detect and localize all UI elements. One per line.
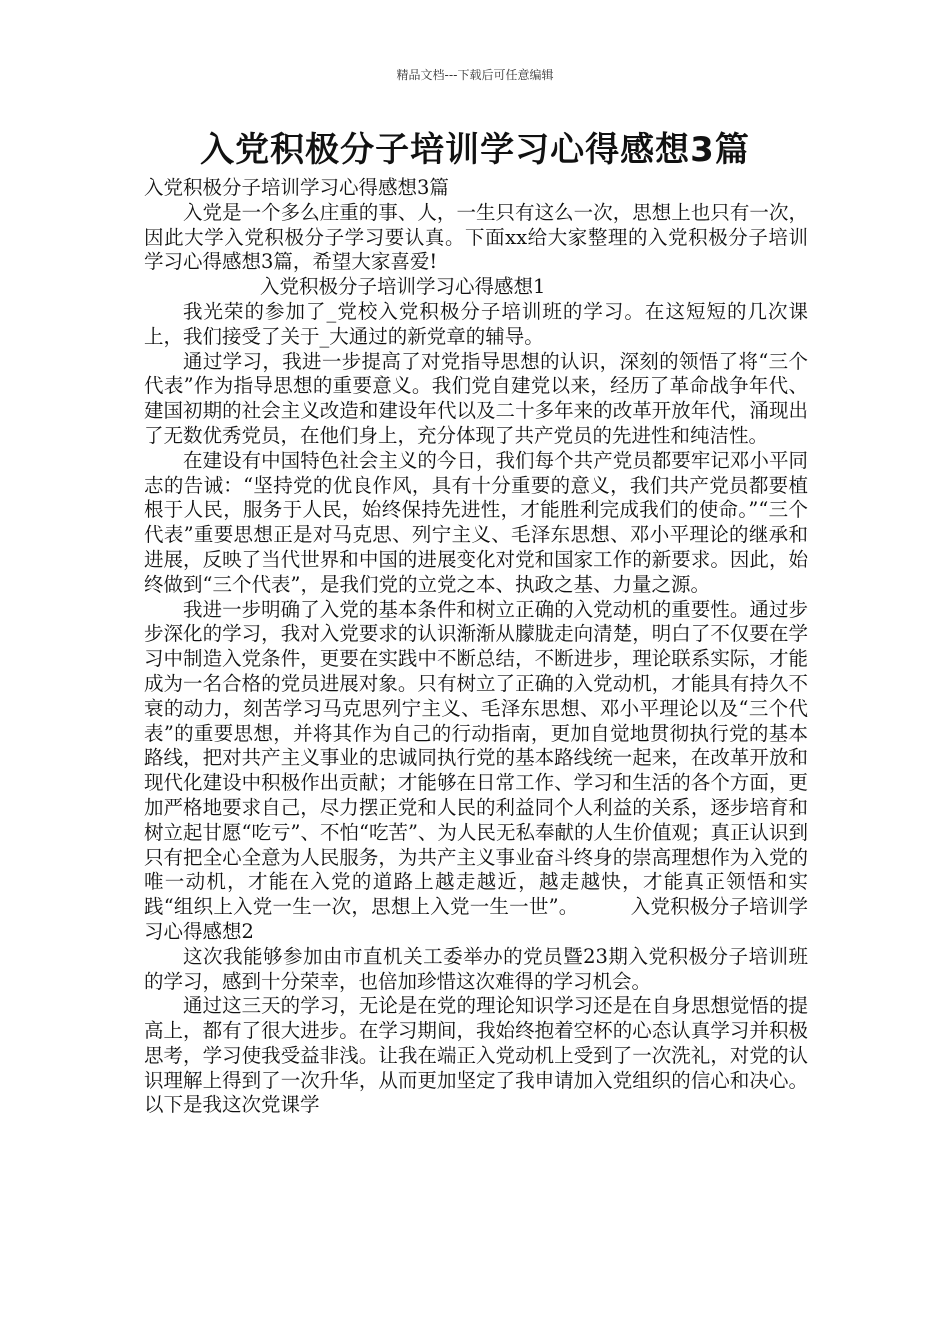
section-1-paragraph-4-text: 我进一步明确了入党的基本条件和树立正确的入党动机的重要性。通过步步深化的学习，我对入党要求的认识渐渐从朦胧走向清楚，明白了不仅要在学习中制造入党条件，更要在实践中不断总结，不断进步，理论联系实际，才能成为一名合格的党员进展对象。只有树立了正确的入党动机，才能具有持久不衰的动力，刻苦学习马克思列宁主义、毛泽东思想、邓小平理论以及“三个代表”的重要思想，并将其作为自己的行动指南，更加自觉地贯彻执行党的基本路线，把对共产主义事业的忠诚同执行党的基本路线统一起来，在改革开放和现代化建设中积极作出贡献；才能够在日常工作、学习和生活的各个方面，更加严格地要求自己，尽力摆正党和人民的利益同个人利益的关系，逐步培育和树立起甘愿“吃亏”、不怕“吃苦”、为人民无私奉献的人生价值观；真正认识到只有把全心全意为人民服务，为共产主义事业奋斗终身的崇高理想作为入党的唯一动机，才能在入党的道路上越走越近，越走越快，才能真正领悟和实践“组织上入党一生一次，思想上入党一生一世”。: [144, 597, 808, 919]
section-1-paragraph-2: 通过学习，我进一步提高了对党指导思想的认识，深刻的领悟了将“三个代表”作为指导思想的重要意义。我们党自建党以来，经历了革命战争年代、建国初期的社会主义改造和建设年代以及二十多年来的改革开放年代，涌现出了无数优秀党员，在他们身上，充分体现了共产党员的先进性和纯洁性。: [144, 349, 808, 447]
section-1-paragraph-3: 在建设有中国特色社会主义的今日，我们每个共产党员都要牢记邓小平同志的告诫：“坚持党的优良作风，具有十分重要的意义，我们共产党员都要植根于人民，服务于人民，始终保持先进性，才能胜利完成我们的使命。”“三个代表”重要思想正是对马克思、列宁主义、毛泽东思想、邓小平理论的继承和进展，反映了当代世界和中国的进展变化对党和国家工作的新要求。因此，始终做到“三个代表”，是我们党的立党之本、执政之基、力量之源。: [144, 448, 808, 596]
document-subtitle: 入党积极分子培训学习心得感想3篇: [144, 176, 449, 199]
section-2-paragraph-2: 通过这三天的学习，无论是在党的理论知识学习还是在自身思想觉悟的提高上，都有了很大进步。在学习期间，我始终抱着空杯的心态认真学习并积极思考，学习使我受益非浅。让我在端正入党动机上受到了一次洗礼，对党的认识理解上得到了一次升华，从而更加坚定了我申请加入党组织的信心和决心。以下是我这次党课学: [144, 994, 808, 1117]
page-header-note: 精品文档---下载后可任意编辑: [396, 68, 554, 82]
section-1-title: 入党积极分子培训学习心得感想1: [260, 275, 546, 299]
section-2-paragraph-1: 这次我能够参加由市直机关工委举办的党员暨23期入党积极分子培训班的学习，感到十分荣幸，也倍加珍惜这次难得的学习机会。: [144, 944, 808, 993]
document-title: 入党积极分子培训学习心得感想3篇: [200, 130, 750, 170]
document-body: [144, 176, 808, 1118]
section-1-paragraph-1: 我光荣的参加了_党校入党积极分子培训班的学习。在这短短的几次课上，我们接受了关于_大通过的新党章的辅导。: [144, 299, 808, 348]
intro-paragraph: 入党是一个多么庄重的事、人，一生只有这么一次，思想上也只有一次，因此大学入党积极分子学习要认真。下面xx给大家整理的入党积极分子培训学习心得感想3篇，希望大家喜爱!: [144, 200, 808, 274]
section-1-paragraph-4: [144, 598, 808, 945]
section-2-title: 入党积极分子培训学习心得感想2: [144, 895, 808, 943]
